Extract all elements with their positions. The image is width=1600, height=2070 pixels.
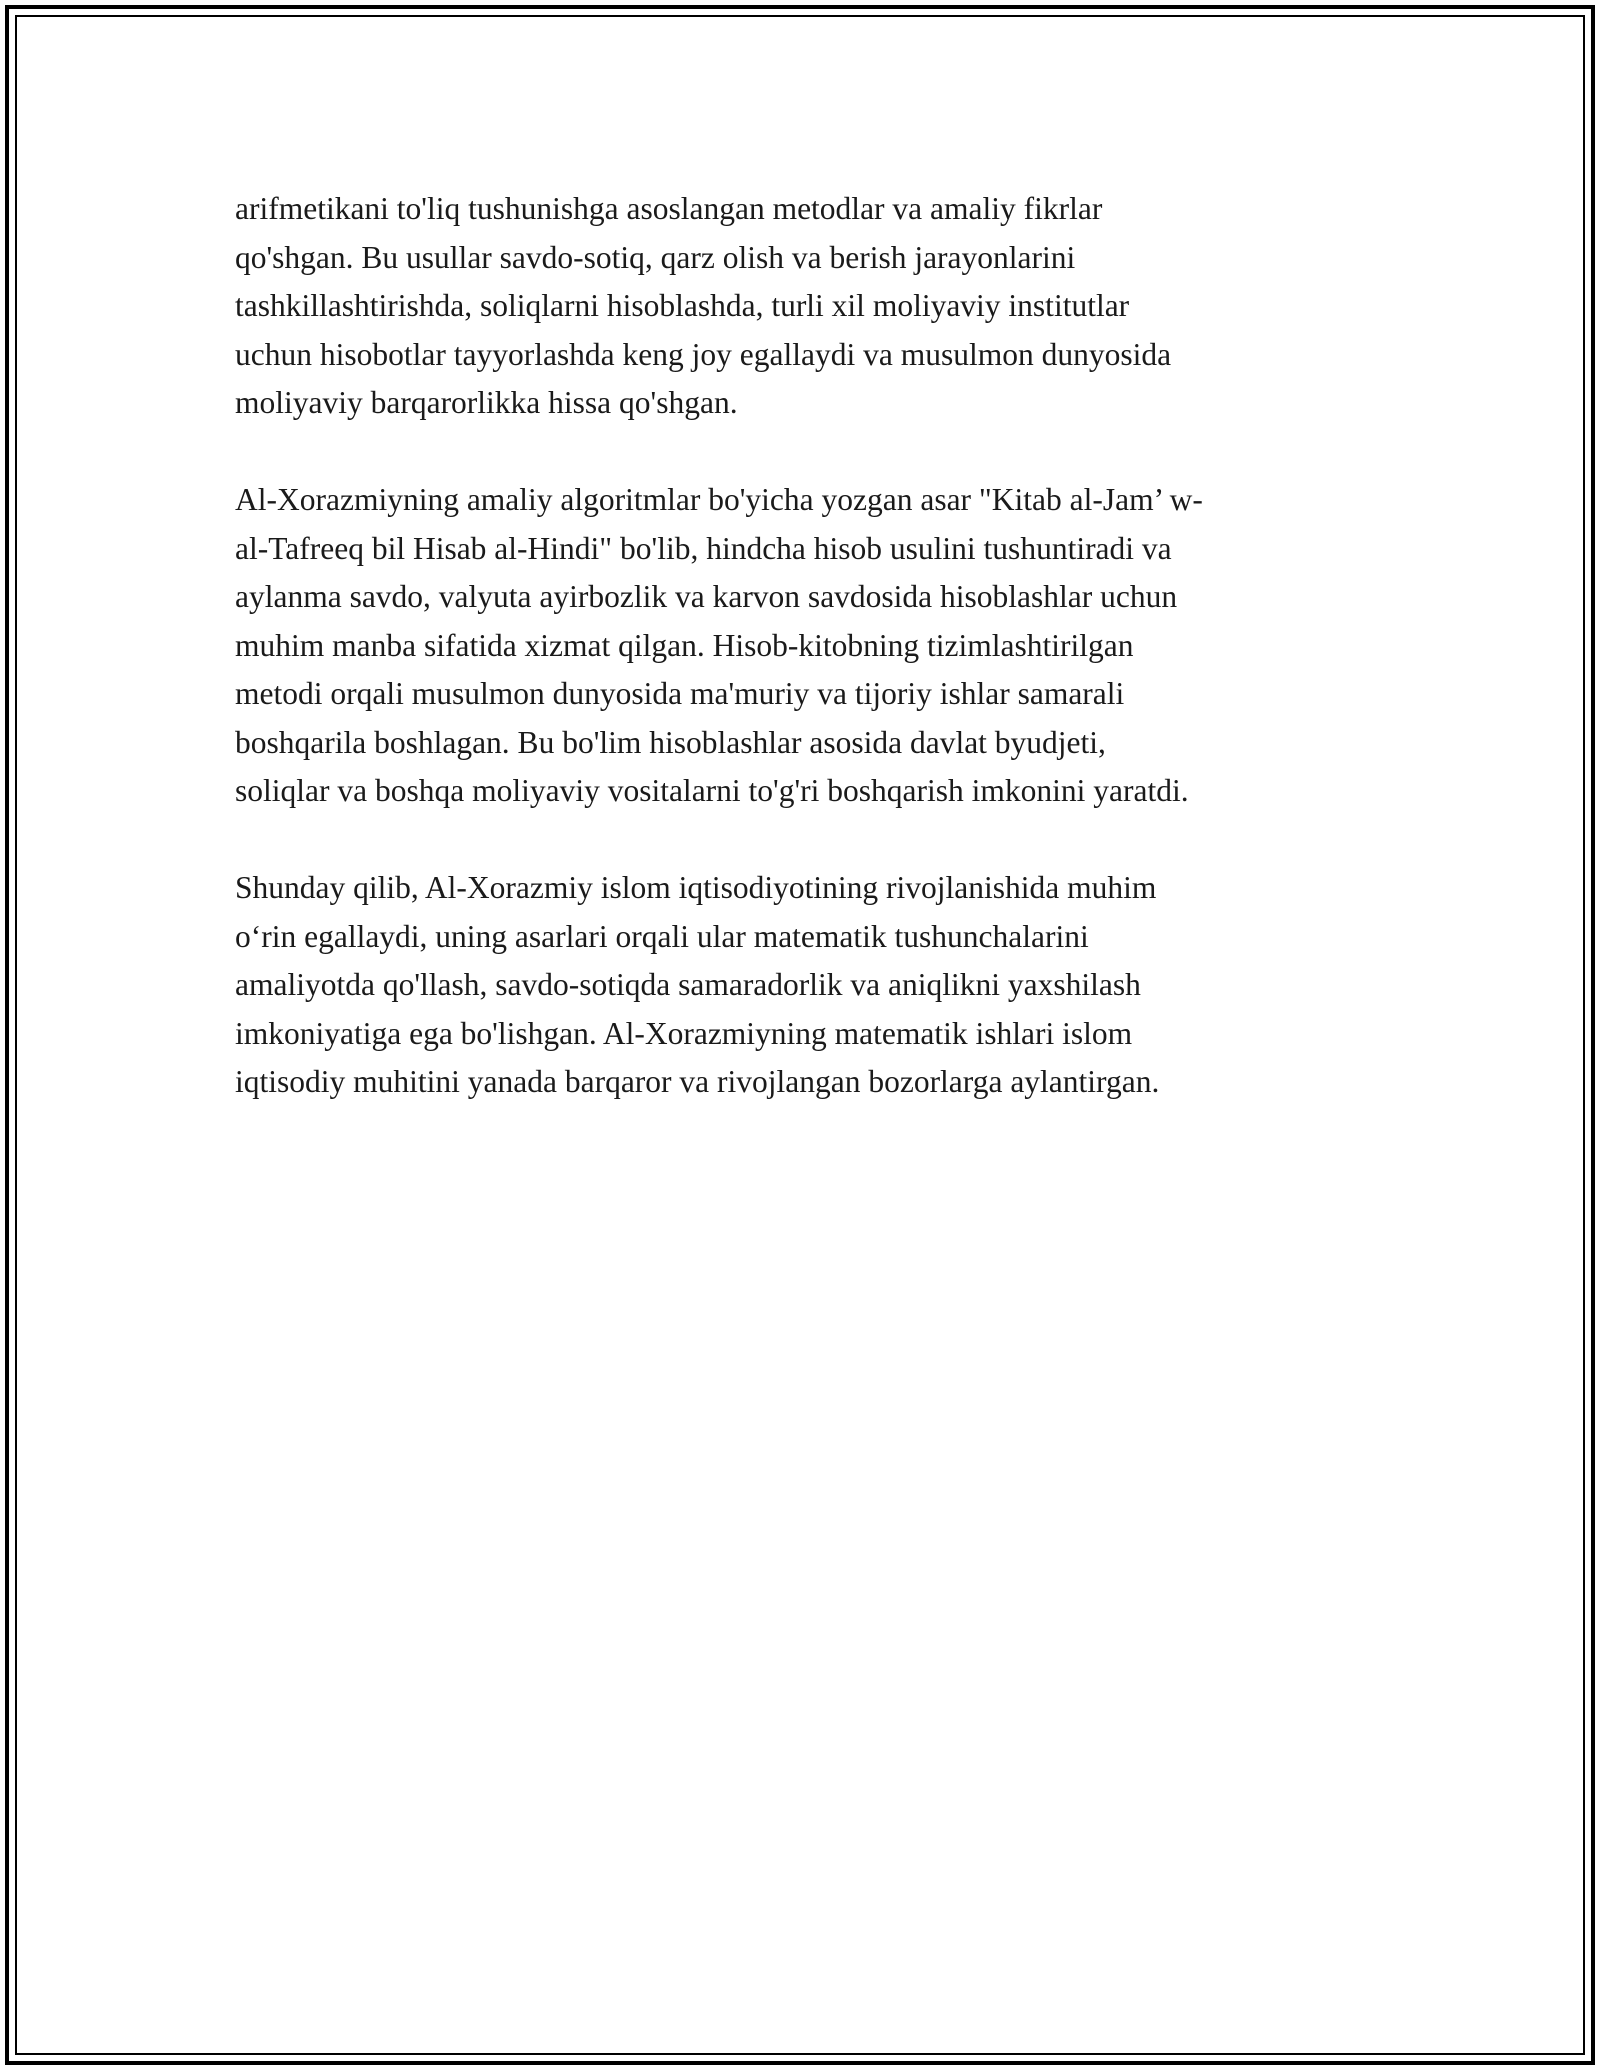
text-line: soliqlar va boshqa moliyaviy vositalarni to'g'ri boshqarish imkonini yaratdi. — [235, 773, 1189, 808]
paragraph — [235, 185, 1375, 428]
text-line: aylanma savdo, valyuta ayirbozlik va karvon savdosida hisoblashlar uchun — [235, 579, 1178, 614]
text-line: moliyaviy barqarorlikka hissa qo'shgan. — [235, 385, 738, 420]
text-line: iqtisodiy muhitini yanada barqaror va rivojlangan bozorlarga aylantirgan. — [235, 1064, 1160, 1099]
document-body — [235, 185, 1375, 1155]
text-line: o‘rin egallaydi, uning asarlari orqali ular matematik tushunchalarini — [235, 918, 1089, 954]
paragraph — [235, 476, 1375, 816]
paragraph — [235, 864, 1375, 1107]
text-line: qo'shgan. Bu usullar savdo-sotiq, qarz olish va berish jarayonlarini — [235, 239, 1076, 275]
text-line: imkoniyatiga ega bo'lishgan. Al-Xorazmiyning matematik ishlari islom — [235, 1015, 1133, 1051]
text-line: Shunday qilib, Al-Xorazmiy islom iqtisodiyotining rivojlanishida muhim — [235, 870, 1157, 905]
text-line: muhim manba sifatida xizmat qilgan. Hisob-kitobning tizimlashtirilgan — [235, 627, 1134, 663]
text-line: boshqarila boshlagan. Bu bo'lim hisoblashlar asosida davlat byudjeti, — [235, 724, 1106, 760]
text-line: al-Tafreeq bil Hisab al-Hindi" bo'lib, hindcha hisob usulini tushuntiradi va — [235, 530, 1172, 566]
text-line: Al-Xorazmiyning amaliy algoritmlar bo'yicha yozgan asar "Kitab al-Jam’ w- — [235, 482, 1203, 517]
text-line: metodi orqali musulmon dunyosida ma'muriy va tijoriy ishlar samarali — [235, 676, 1125, 711]
text-line: arifmetikani to'liq tushunishga asoslangan metodlar va amaliy fikrlar — [235, 191, 1103, 226]
text-line: amaliyotda qo'llash, savdo-sotiqda samaradorlik va aniqlikni yaxshilash — [235, 967, 1141, 1002]
text-line: tashkillashtirishda, soliqlarni hisoblashda, turli xil moliyaviy institutlar — [235, 288, 1130, 323]
text-line: uchun hisobotlar tayyorlashda keng joy egallaydi va musulmon dunyosida — [235, 336, 1172, 372]
